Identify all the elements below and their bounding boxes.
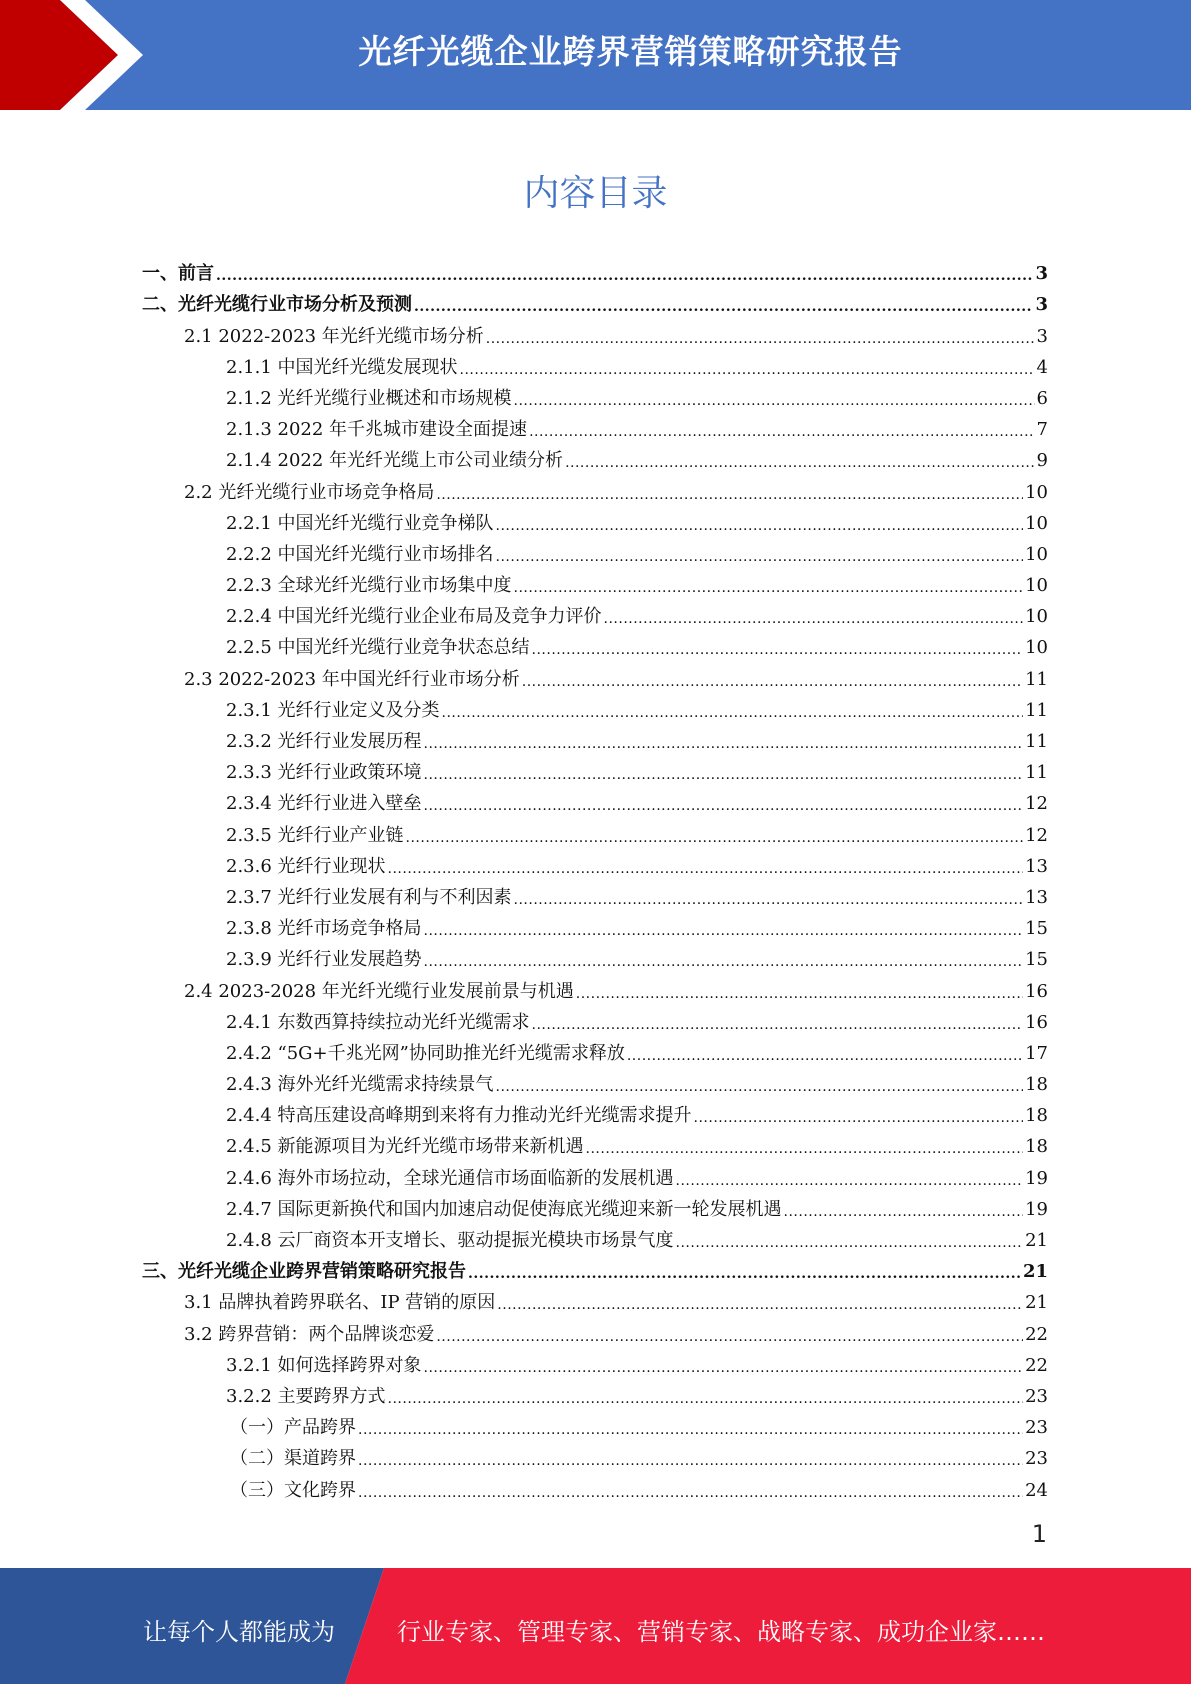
toc-entry[interactable] [142,878,1048,909]
toc-entry[interactable] [142,597,1048,628]
toc-entry-label: 2.2 光纤光缆行业市场竞争格局 [184,481,435,503]
header-arrow-decoration [0,0,160,110]
toc-entry-page: 19 [1025,1198,1048,1220]
toc-entry-page: 19 [1025,1167,1048,1189]
toc-leader-dots [424,766,1024,784]
toc-entry[interactable] [142,285,1048,316]
toc-entry-label: 3.2.1 如何选择跨界对象 [226,1354,422,1376]
toc-entry-page: 3 [1035,294,1048,316]
toc-entry-label: 2.4.5 新能源项目为光纤光缆市场带来新机遇 [226,1136,584,1158]
toc-leader-dots [627,1047,1023,1065]
toc-entry-page: 21 [1025,1292,1048,1314]
toc-entry[interactable] [142,1377,1048,1408]
toc-entry-page: 11 [1025,762,1048,784]
toc-entry-label: 2.4.8 云厂商资本开支增长、驱动提振光模块市场景气度 [226,1230,674,1251]
toc-entry-label: 2.1.3 2022 年千兆城市建设全面提速 [226,419,528,441]
toc-entry-page: 23 [1025,1417,1048,1439]
toc-leader-dots [496,548,1024,566]
toc-entry[interactable] [142,1127,1048,1158]
toc-leader-dots [406,829,1024,847]
toc-entry-page: 11 [1025,668,1048,690]
toc-entry-label: 2.1 2022-2023 年光纤光缆市场分析 [184,325,484,347]
toc-leader-dots [388,1390,1024,1408]
toc-entry-label: 2.2.3 全球光纤光缆行业市场集中度 [226,575,512,597]
toc-entry-label: 3.2.2 主要跨界方式 [226,1385,386,1407]
toc-entry-label: 2.1.1 中国光纤光缆发展现状 [226,356,458,378]
toc-entry-page: 18 [1025,1105,1048,1127]
toc-entry[interactable] [142,1346,1048,1377]
toc-entry[interactable] [142,1470,1048,1501]
toc-leader-dots [496,1078,1024,1096]
toc-entry[interactable] [142,1221,1048,1252]
toc-entry-page: 13 [1025,855,1048,877]
toc-leader-dots [532,1016,1024,1034]
table-of-contents [142,254,1048,1502]
toc-entry-page: 23 [1025,1448,1048,1470]
toc-entry[interactable] [142,971,1048,1002]
toc-entry[interactable] [142,691,1048,722]
toc-entry-label: （一）产品跨界 [230,1417,356,1439]
toc-entry-label: 2.2.4 中国光纤光缆行业企业布局及竞争力评价 [226,606,602,628]
toc-entry-label: 2.4.4 特高压建设高峰期到来将有力推动光纤光缆需求提升 [226,1105,692,1127]
toc-entry[interactable] [142,1034,1048,1065]
toc-leader-dots [424,797,1024,815]
toc-leader-dots [586,1140,1024,1158]
toc-entry-page: 6 [1036,387,1048,409]
toc-entry-label: 2.3.6 光纤行业现状 [226,855,386,877]
toc-entry[interactable] [142,348,1048,379]
toc-entry[interactable] [142,504,1048,535]
toc-entry-label: 2.4.3 海外光纤光缆需求持续景气 [226,1074,494,1096]
toc-entry[interactable] [142,472,1048,503]
footer-slogan-right: 行业专家、管理专家、营销专家、战略专家、成功企业家…… [397,1618,1045,1646]
toc-entry-page: 10 [1025,575,1048,597]
toc-entry[interactable] [142,1439,1048,1470]
toc-leader-dots [676,1172,1024,1190]
toc-entry-label: 2.2.1 中国光纤光缆行业竞争梯队 [226,512,494,534]
toc-entry-label: 2.4.7 国际更新换代和国内加速启动促使海底光缆迎来新一轮发展机遇 [226,1198,782,1220]
toc-entry-label: 2.4 2023-2028 年光纤光缆行业发展前景与机遇 [184,980,574,1002]
toc-entry-page: 12 [1025,824,1048,846]
report-title: 光纤光缆企业跨界营销策略研究报告 [358,32,903,71]
toc-entry[interactable] [142,379,1048,410]
toc-entry-label: （三）文化跨界 [230,1479,356,1501]
toc-entry[interactable] [142,940,1048,971]
toc-entry[interactable] [142,815,1048,846]
toc-entry[interactable] [142,441,1048,472]
toc-entry-label: 2.1.4 2022 年光纤光缆上市公司业绩分析 [226,450,564,472]
toc-leader-dots [532,641,1024,659]
toc-entry-label: 2.3 2022-2023 年中国光纤行业市场分析 [184,668,520,690]
toc-entry-label: 2.3.7 光纤行业发展有利与不利因素 [226,886,512,908]
toc-entry-label: 2.3.4 光纤行业进入壁垒 [226,793,422,815]
toc-entry-page: 17 [1025,1042,1048,1064]
toc-leader-dots [565,454,1034,472]
toc-entry-page: 3 [1036,325,1048,347]
toc-leader-dots [522,673,1023,691]
toc-entry-page: 13 [1025,886,1048,908]
toc-entry-label: 2.3.5 光纤行业产业链 [226,824,404,846]
toc-leader-dots [514,579,1024,597]
toc-entry-page: 21 [1022,1261,1048,1283]
toc-leader-dots [216,267,1033,285]
toc-entry-page: 12 [1025,793,1048,815]
toc-entry[interactable] [142,254,1048,285]
toc-leader-dots [529,423,1034,441]
toc-leader-dots [497,1296,1023,1314]
toc-entry-label: （二）渠道跨界 [230,1448,356,1470]
toc-entry[interactable] [142,1003,1048,1034]
toc-entry-page: 3 [1035,263,1048,285]
toc-entry-page: 10 [1025,637,1048,659]
toc-entry[interactable] [142,1252,1048,1283]
toc-entry[interactable] [142,909,1048,940]
toc-leader-dots [436,1328,1023,1346]
toc-entry[interactable] [142,753,1048,784]
toc-entry-label: 2.3.1 光纤行业定义及分类 [226,699,440,721]
header-banner [0,0,1191,110]
toc-leader-dots [496,517,1024,535]
toc-entry-page: 7 [1036,419,1048,441]
toc-leader-dots [514,392,1035,410]
toc-entry[interactable] [142,1314,1048,1345]
toc-entry-page: 9 [1036,450,1048,472]
toc-leader-dots [514,891,1024,909]
toc-entry-page: 21 [1025,1230,1048,1251]
toc-entry-page: 16 [1025,980,1048,1002]
toc-leader-dots [442,704,1024,722]
toc-leader-dots [424,735,1024,753]
toc-leader-dots [468,1265,1021,1283]
toc-entry[interactable] [142,410,1048,441]
toc-entry-label: 一、前言 [142,263,214,285]
toc-leader-dots [676,1234,1024,1252]
toc-entry[interactable] [142,1158,1048,1189]
footer-banner [0,1568,1191,1684]
toc-entry-label: 2.2.5 中国光纤光缆行业竞争状态总结 [226,637,530,659]
toc-entry[interactable] [142,1408,1048,1439]
toc-leader-dots [358,1452,1023,1470]
toc-entry-page: 24 [1025,1479,1048,1501]
toc-leader-dots [784,1203,1024,1221]
toc-entry-page: 15 [1025,949,1048,971]
toc-leader-dots [436,486,1023,504]
toc-entry-page: 18 [1025,1136,1048,1158]
toc-entry[interactable] [142,1283,1048,1314]
toc-entry[interactable] [142,1190,1048,1221]
toc-leader-dots [460,361,1035,379]
footer-slogan-left: 让每个人都能成为 [143,1618,335,1646]
toc-heading: 内容目录 [523,173,668,214]
toc-entry-label: 2.3.2 光纤行业发展历程 [226,731,422,752]
toc-entry-page: 15 [1025,918,1048,940]
toc-entry[interactable] [142,1096,1048,1127]
toc-entry-page: 16 [1025,1011,1048,1033]
toc-entry[interactable] [142,784,1048,815]
toc-leader-dots [424,953,1024,971]
toc-entry-page: 22 [1025,1354,1048,1376]
toc-entry[interactable] [142,316,1048,347]
toc-leader-dots [424,1359,1024,1377]
toc-entry[interactable] [142,535,1048,566]
toc-leader-dots [694,1109,1024,1127]
toc-entry-label: 3.1 品牌执着跨界联名、IP 营销的原因 [184,1292,496,1314]
toc-entry-page: 10 [1025,606,1048,628]
toc-entry-label: 2.3.9 光纤行业发展趋势 [226,949,422,971]
toc-leader-dots [358,1484,1023,1502]
toc-entry-label: 2.2.2 中国光纤光缆行业市场排名 [226,543,494,565]
toc-entry[interactable] [142,566,1048,597]
toc-entry-page: 23 [1025,1385,1048,1407]
toc-leader-dots [358,1421,1023,1439]
toc-leader-dots [576,985,1023,1003]
toc-entry-label: 2.1.2 光纤光缆行业概述和市场规模 [226,387,512,409]
toc-entry-label: 3.2 跨界营销：两个品牌谈恋爱 [184,1323,435,1345]
toc-leader-dots [486,330,1035,348]
toc-entry-page: 11 [1025,731,1048,752]
toc-entry-label: 2.3.3 光纤行业政策环境 [226,762,422,784]
toc-leader-dots [604,610,1024,628]
page-number: 1 [1031,1520,1047,1548]
toc-entry-label: 2.4.1 东数西算持续拉动光纤光缆需求 [226,1011,530,1033]
toc-entry-label: 三、光纤光缆企业跨界营销策略研究报告 [142,1261,466,1283]
toc-entry[interactable] [142,1065,1048,1096]
toc-entry-page: 10 [1025,543,1048,565]
toc-entry-page: 4 [1036,356,1048,378]
toc-entry[interactable] [142,659,1048,690]
toc-entry[interactable] [142,722,1048,753]
toc-entry-label: 2.4.6 海外市场拉动，全球光通信市场面临新的发展机遇 [226,1167,674,1189]
toc-leader-dots [424,922,1024,940]
toc-entry-page: 22 [1025,1323,1048,1345]
toc-entry[interactable] [142,847,1048,878]
toc-leader-dots [414,298,1033,316]
toc-entry-page: 18 [1025,1074,1048,1096]
toc-entry-label: 2.3.8 光纤市场竞争格局 [226,918,422,940]
toc-leader-dots [388,860,1024,878]
toc-entry-label: 2.4.2 “5G+千兆光网”协同助推光纤光缆需求释放 [226,1042,625,1064]
toc-entry[interactable] [142,628,1048,659]
toc-entry-page: 10 [1025,481,1048,503]
toc-entry-page: 11 [1025,699,1048,721]
toc-entry-label: 二、光纤光缆行业市场分析及预测 [142,294,412,316]
toc-entry-page: 10 [1025,512,1048,534]
